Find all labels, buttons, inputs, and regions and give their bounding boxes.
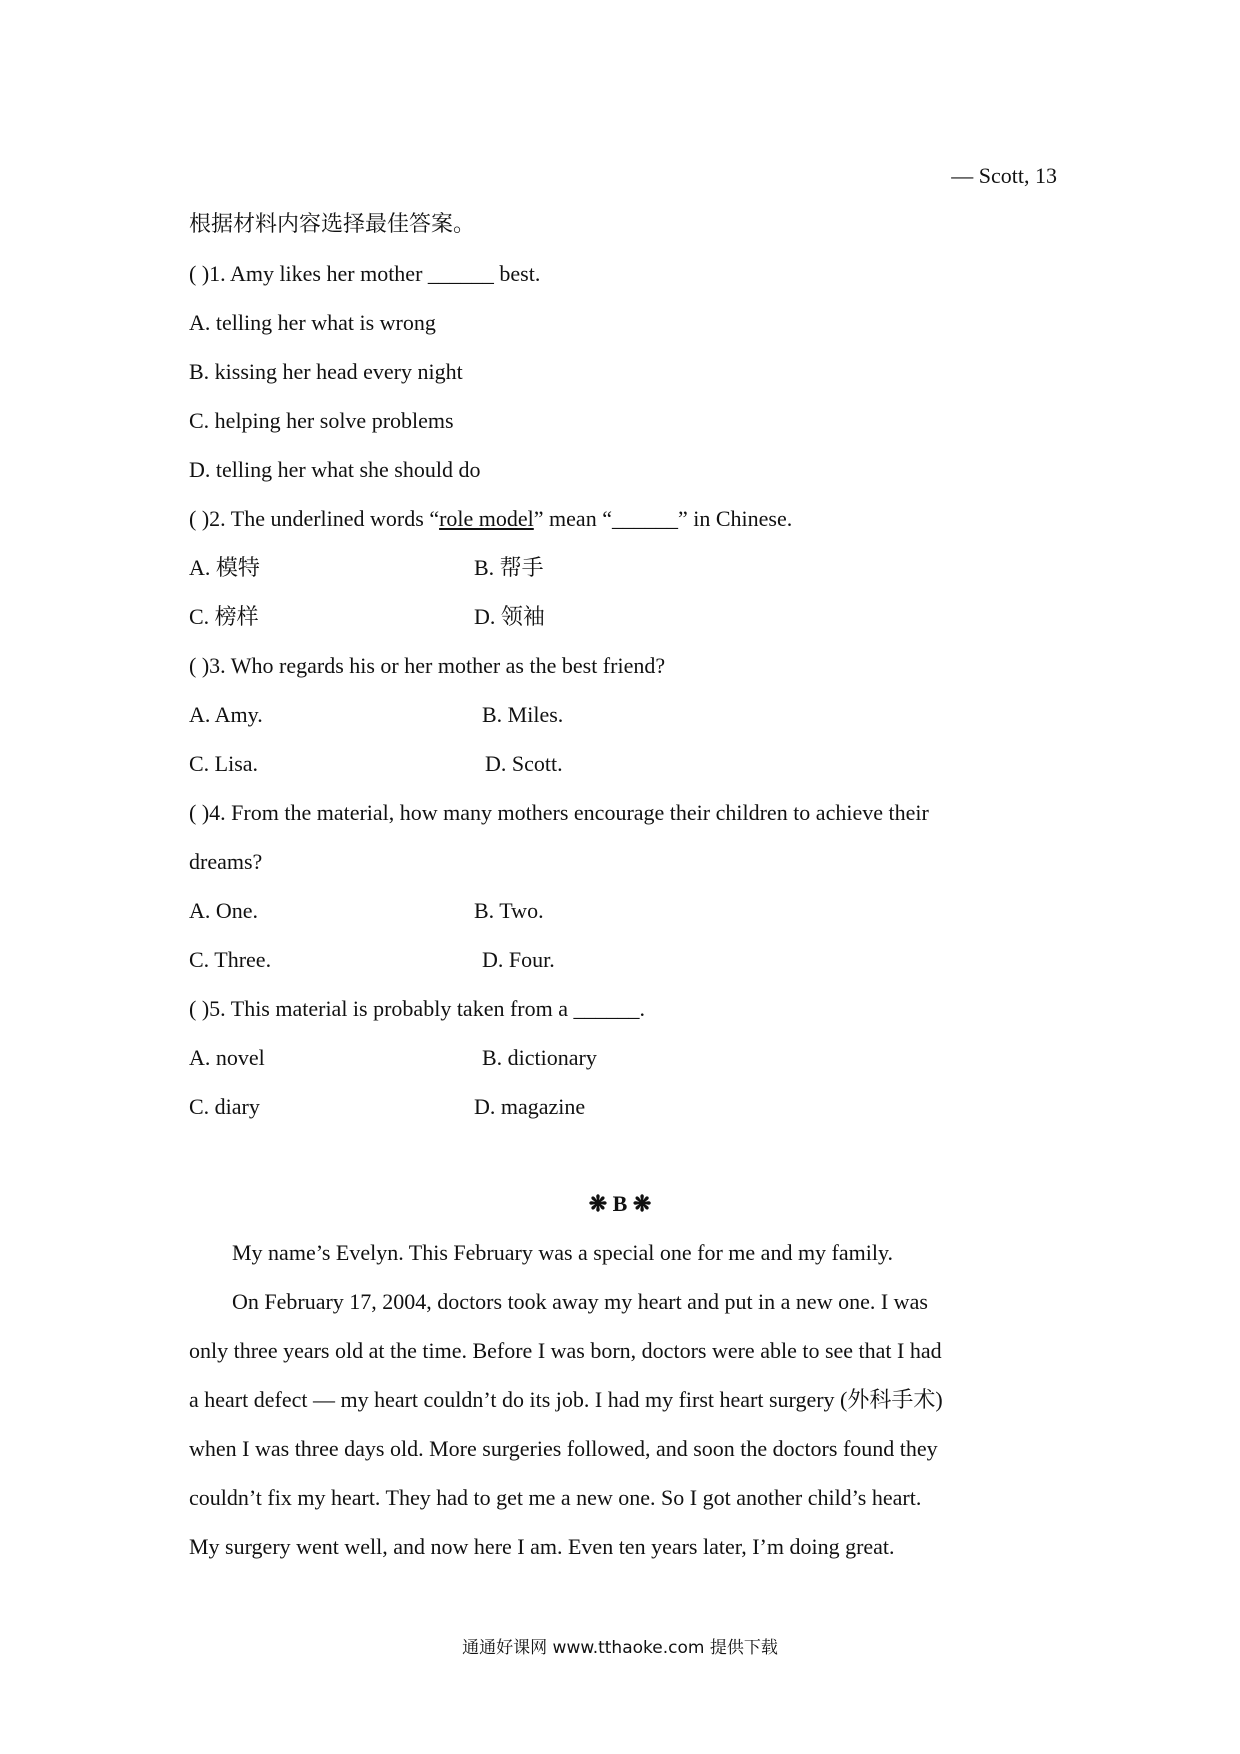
footer: 通通好课网 www.tthaoke.com 提供下载 [462, 1638, 778, 1658]
question-1-stem: ( )1. Amy likes her mother ______ best. [189, 261, 541, 286]
passage-line-3: only three years old at the time. Before I was born, doctors were able to see that I had [189, 1338, 942, 1363]
q2-stem-end: ” mean “______” in Chinese. [533, 506, 793, 531]
q2-option-b: B. 帮手 [474, 555, 544, 580]
section-b-heading: ❋ B ❋ [588, 1191, 652, 1216]
q4-option-c: C. Three. [189, 947, 272, 972]
q2-option-c: C. 榜样 [189, 604, 259, 629]
q1-option-c: C. helping her solve problems [189, 408, 454, 433]
q1-option-a: A. telling her what is wrong [189, 310, 436, 335]
question-3-stem: ( )3. Who regards his or her mother as the best friend? [189, 653, 666, 678]
q2-stem-start: ( )2. The underlined words “ [189, 506, 440, 531]
q4-option-b: B. Two. [474, 898, 544, 923]
q3-option-a: A. Amy. [189, 702, 263, 727]
q1-option-d: D. telling her what she should do [189, 457, 481, 482]
q2-underlined-words: role model [439, 506, 534, 531]
q3-option-c: C. Lisa. [189, 751, 259, 776]
q4-option-a: A. One. [189, 898, 259, 923]
passage-line-1: My name’s Evelyn. This February was a special one for me and my family. [232, 1240, 894, 1265]
instruction: 根据材料内容选择最佳答案。 [189, 211, 476, 236]
passage-line-2: On February 17, 2004, doctors took away my heart and put in a new one. I was [232, 1289, 928, 1314]
passage-line-4: a heart defect — my heart couldn’t do its job. I had my first heart surgery (外科手术) [189, 1387, 943, 1412]
q3-option-b: B. Miles. [482, 702, 564, 727]
q4-option-d: D. Four. [482, 947, 555, 972]
question-4-stem: ( )4. From the material, how many mothers encourage their children to achieve their [189, 800, 929, 825]
q5-option-b: B. dictionary [482, 1045, 597, 1070]
q3-option-d: D. Scott. [485, 751, 563, 776]
passage-line-6: couldn’t fix my heart. They had to get me a new one. So I got another child’s heart. [189, 1485, 922, 1510]
question-4-stem-cont: dreams? [189, 849, 263, 874]
question-2-stem [189, 505, 792, 533]
q5-option-c: C. diary [189, 1094, 260, 1119]
signature: — Scott, 13 [951, 163, 1057, 188]
question-5-stem: ( )5. This material is probably taken from a ______. [189, 996, 645, 1021]
q2-option-d: D. 领袖 [474, 604, 545, 629]
q5-option-d: D. magazine [474, 1094, 586, 1119]
q5-option-a: A. novel [189, 1045, 265, 1070]
passage-line-7: My surgery went well, and now here I am. Even ten years later, I’m doing great. [189, 1534, 895, 1559]
q1-option-b: B. kissing her head every night [189, 359, 463, 384]
q2-option-a: A. 模特 [189, 555, 260, 580]
passage-line-5: when I was three days old. More surgeries followed, and soon the doctors found they [189, 1436, 938, 1461]
